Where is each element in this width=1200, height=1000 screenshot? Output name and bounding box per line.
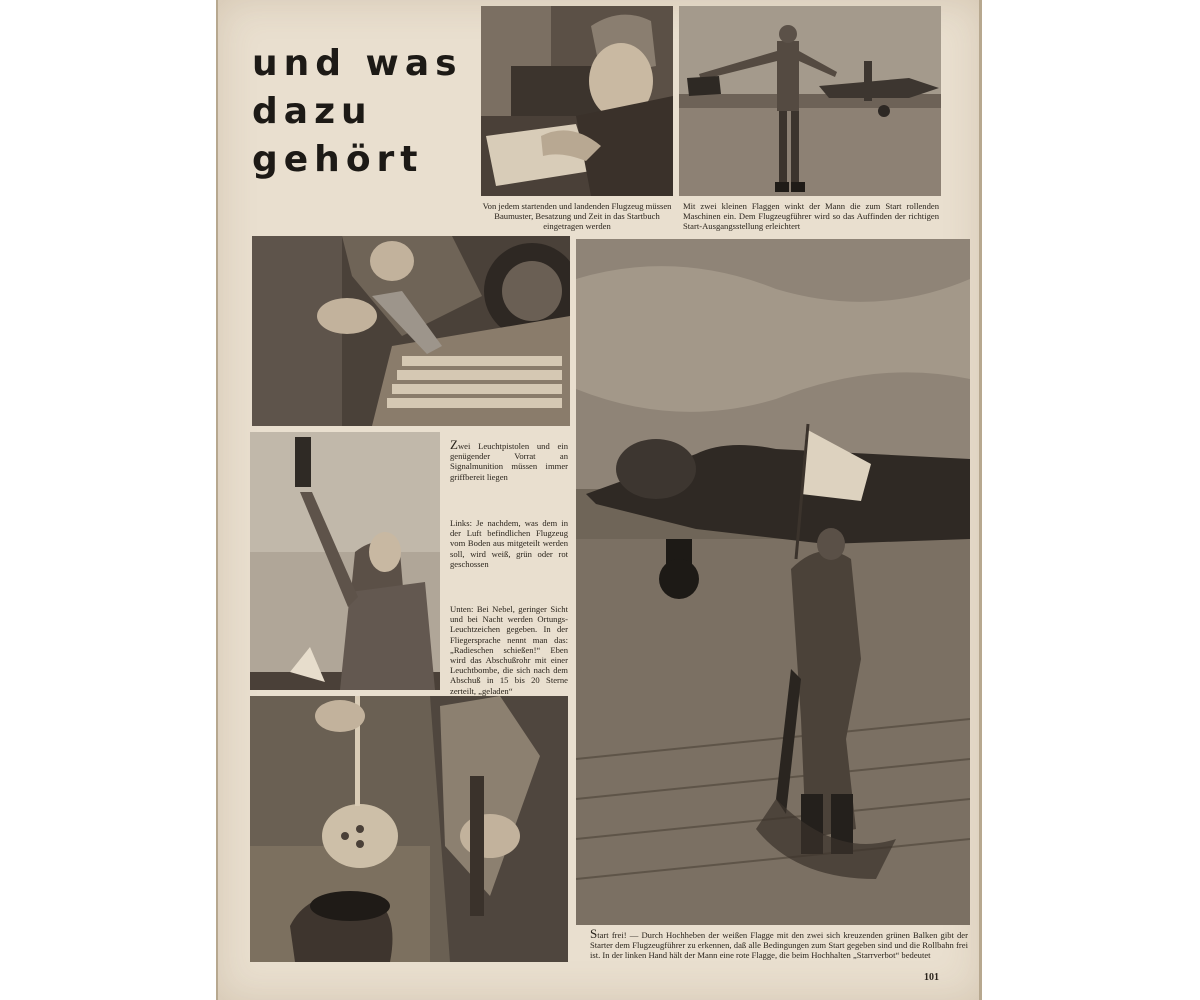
- photo-flare-pistols: [252, 236, 570, 426]
- headline-line-3: gehört: [252, 139, 424, 180]
- page-number: 101: [924, 972, 939, 983]
- photo-start-aircraft: [576, 239, 970, 925]
- photo-loading-flare-bomb: [250, 696, 568, 962]
- headline-line-1: und was: [252, 43, 463, 84]
- photo-firing-flare: [250, 432, 440, 690]
- headline-line-2: dazu: [252, 91, 373, 132]
- photo-flag-signaller: [679, 6, 941, 196]
- caption-flare-pistols-text: wei Leuchtpistolen und ein genügender Vorrat an Signalmunition müssen immer griffbereit liegen: [450, 441, 568, 482]
- headline: [252, 40, 472, 184]
- caption-start-text: tart frei! — Durch Hochheben der weißen Flagge mit den zwei sich kreuzenden grünen Balken gibt der Starter dem Flugzeugführer zu erkennen, daß alle Bedingungen zum Start gegeben sind und die Rollbahn frei ist. In der linken Hand hält der Mann eine rote Flagge, die beim Hochhalten „Starrverbot“ bedeutet: [590, 930, 968, 961]
- page-right-edge: [979, 0, 982, 1000]
- caption-flare-pistols: [450, 437, 568, 482]
- photo-logbook: [481, 6, 673, 196]
- caption-start-dropcap: S: [590, 926, 598, 941]
- caption-dropcap: Z: [450, 437, 458, 452]
- caption-unten: Unten: Bei Nebel, geringer Sicht und bei Nacht werden Ortungs-Leuchtzeichen gegeben. In der Fliegersprache nennt man das: „Radieschen schießen!“ Eben wird das Abschußrohr mit einer Leuchtbombe, die sich nach dem Abschuß in 15 bis 20 Sterne zerteilt, „geladen“: [450, 604, 568, 696]
- caption-links: Links: Je nachdem, was dem in der Luft befindlichen Flugzeug vom Boden aus mitgeteilt werden soll, wird weiß, grün oder rot geschossen: [450, 518, 568, 569]
- caption-flags: Mit zwei kleinen Flaggen winkt der Mann die zum Start rollenden Maschinen ein. Dem Flugzeugführer wird so das Auffinden der richtigen Start-Ausgangsstellung erleichtert: [683, 201, 939, 232]
- caption-logbook: Von jedem startenden und landenden Flugzeug müssen Baumuster, Besatzung und Zeit in das Startbuch eingetragen werden: [482, 201, 672, 232]
- caption-start: [590, 926, 968, 961]
